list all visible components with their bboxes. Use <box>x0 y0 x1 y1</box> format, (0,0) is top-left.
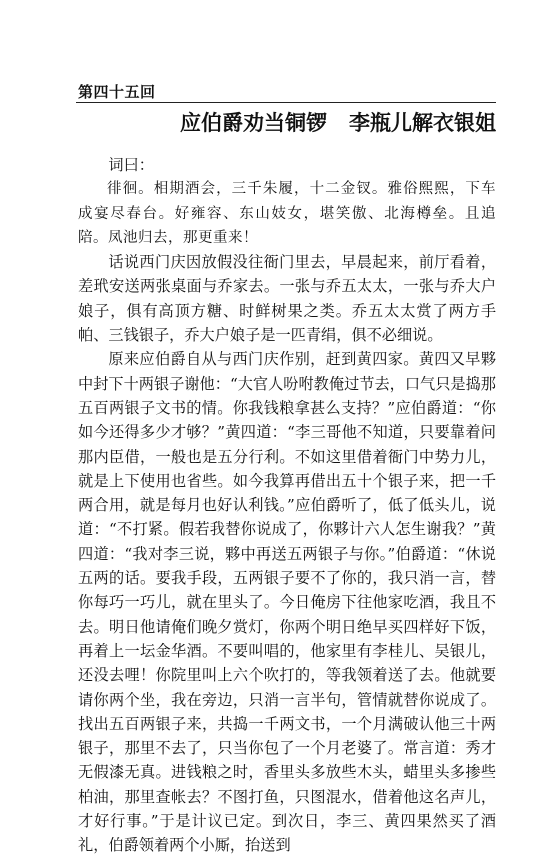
body-text <box>78 153 496 858</box>
chapter-number: 第四十五回 <box>78 83 156 101</box>
ci-poem: 徘徊。相期酒会，三千朱履，十二金钗。雅俗熙熙，下车成宴尽春台。好雍容、东山妓女，堪笑傲、北海樽垒。且追陪。凤池归去，那更重来！ <box>78 181 496 246</box>
chapter-title <box>180 107 496 137</box>
ci-label: 词曰： <box>108 156 154 174</box>
chapter-title-part2: 李瓶儿解衣银姐 <box>349 111 496 135</box>
header-rule <box>76 102 496 103</box>
chapter-title-part1: 应伯爵劝当铜锣 <box>180 111 327 135</box>
paragraph-1: 话说西门庆因放假没往衙门里去，早晨起来，前厅看着，差玳安送两张桌面与乔家去。一张与乔五太太，一张与乔大户娘子，俱有高顶方糖、时鲜树果之类。乔五太太赏了两方手帕、三钱银子，乔大户娘子是一匹青绢，俱不必细说。 <box>78 253 496 345</box>
paragraph-2: 原来应伯爵自从与西门庆作别，赶到黄四家。黄四又早夥中封下十两银子谢他：“大官人吩咐教俺过节去，口气只是捣那五百两银子文书的情。你我钱粮拿甚么支持？”应伯爵道：“你如今还得多少才够？”黄四道：“李三哥他不知道，只要靠着问那内臣借，一般也是五分行利。不如这里借着衙门中势力儿，就是上下使用也省些。如今我算再借出五十个银子来，把一千两合用，就是每月也好认利钱。”应伯爵听了，低了低头儿，说道：“不打紧。假若我替你说成了，你夥计六人怎生谢我？”黄四道：“我对李三说，夥中再送五两银子与你。”伯爵道：“休说五两的话。要我手段，五两银子要不了你的，我只消一言，替你每巧一巧儿，就在里头了。今日俺房下往他家吃酒，我且不去。明日他请俺们晚夕赏灯，你两个明日绝早买四样好下饭，再着上一坛金华酒。不要叫唱的，他家里有李桂儿、吴银儿，还没去哩！你院里叫上六个吹打的，等我领着送了去。他就要请你两个坐，我在旁边，只消一言半句，管情就替你说成了。找出五百两银子来，共捣一千两文书，一个月满破认他三十两银子，那里不去了，只当你包了一个月老婆了。常言道：秀才无假漆无真。进钱粮之时，香里头多放些木头，蜡里头多掺些柏油，那里查帐去？不图打鱼，只图混水，借着他这名声儿，才好行事。”于是计议已定。到次日，李三、黄四果然买了酒礼，伯爵领着两个小厮，抬送到 <box>78 350 496 855</box>
